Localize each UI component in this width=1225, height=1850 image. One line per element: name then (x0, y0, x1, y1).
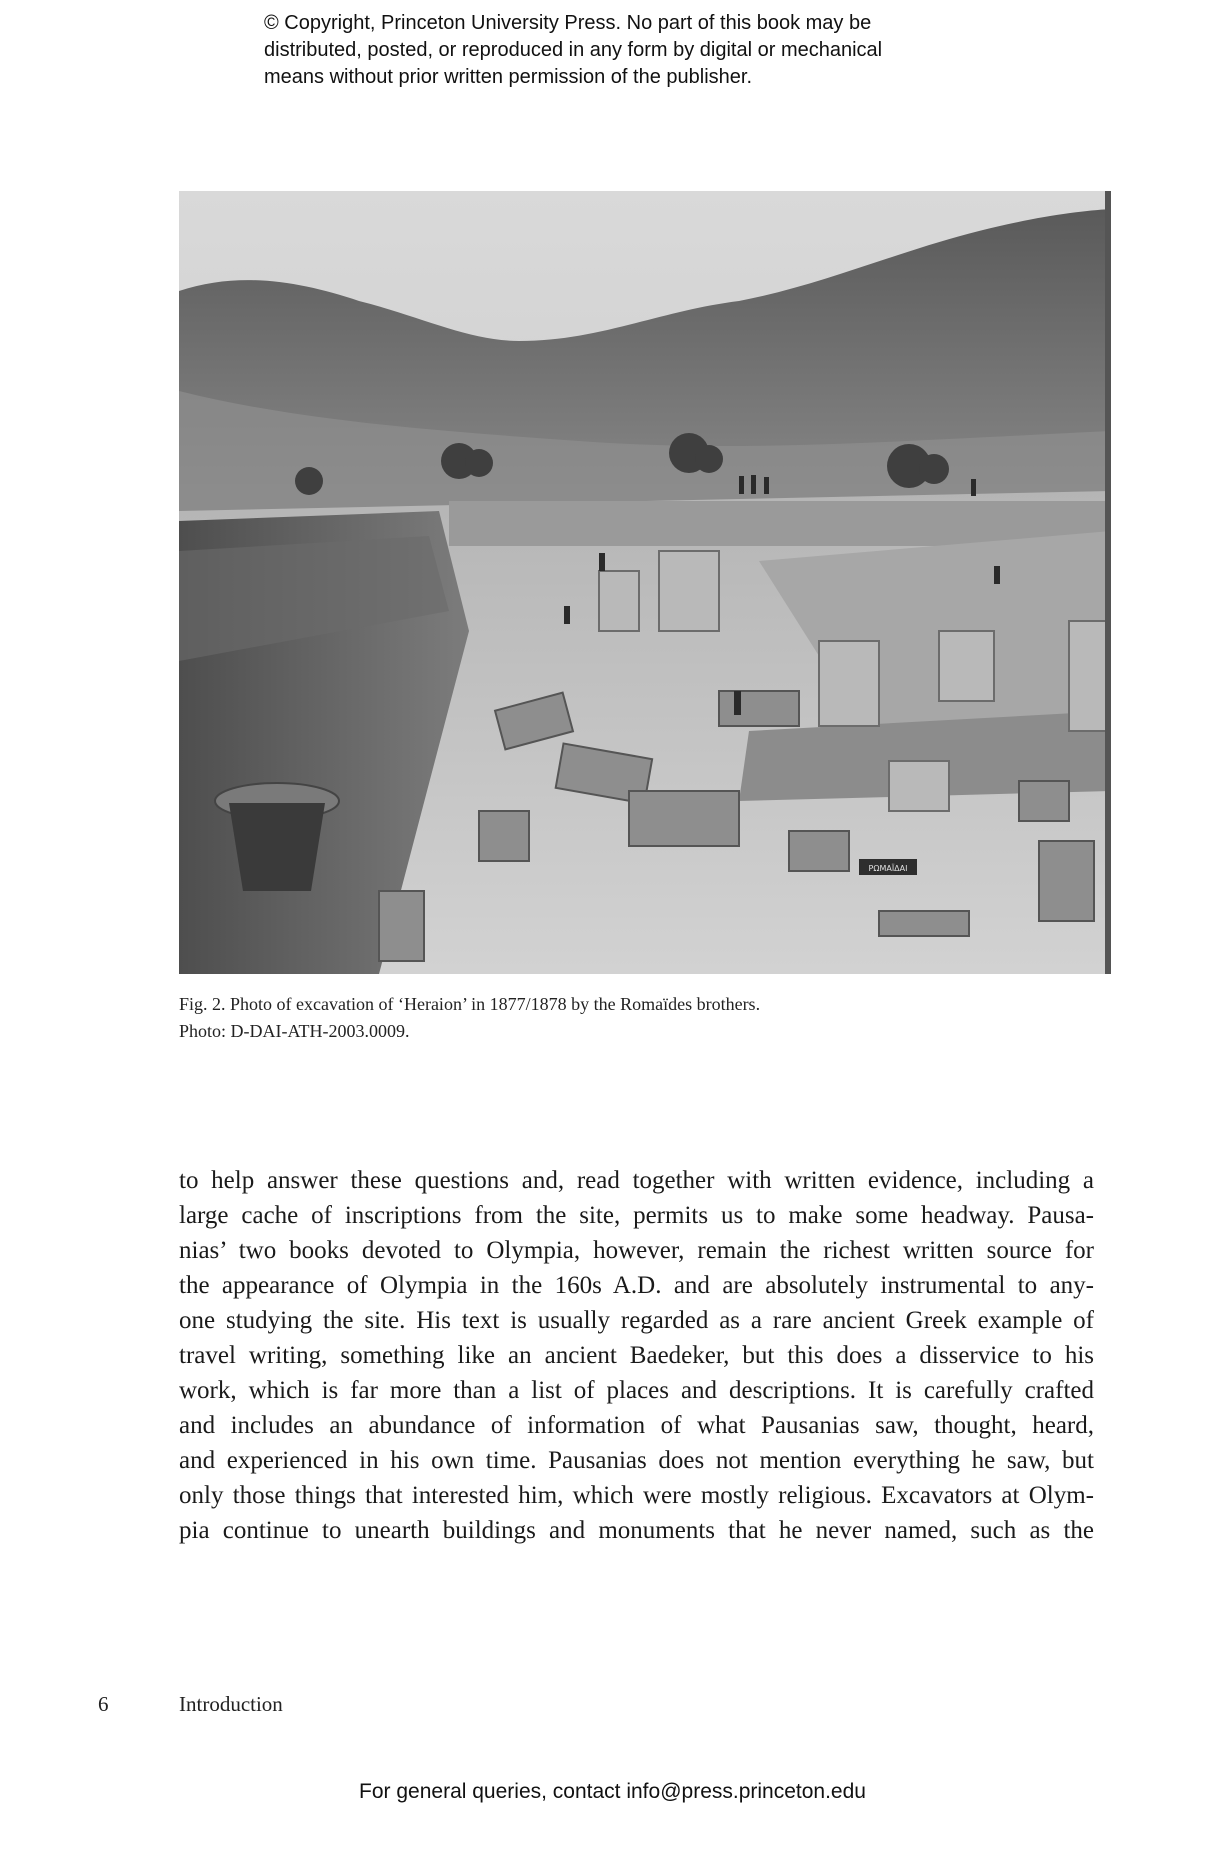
contact-footer: For general queries, contact info@press.princeton.edu (359, 1780, 866, 1803)
body-line: travel writing, something like an ancient Baedeker, but this does a disservice to his (179, 1342, 1094, 1369)
excavation-photo-drawing (179, 191, 1111, 974)
running-head: Introduction (179, 1692, 283, 1716)
body-paragraph (179, 1163, 1094, 1548)
body-line: one studying the site. His text is usually regarded as a rare ancient Greek example of (179, 1307, 1094, 1334)
body-line: nias’ two books devoted to Olympia, however, remain the richest written source for (179, 1237, 1094, 1264)
copyright-line-3: means without prior written permission of the publisher. (264, 66, 753, 88)
body-line: and experienced in his own time. Pausanias does not mention everything he saw, but (179, 1447, 1094, 1474)
caption-line-1: Fig. 2. Photo of excavation of ‘Heraion’ in 1877/1878 by the Romaïdes brothers. (179, 994, 761, 1014)
body-line: to help answer these questions and, read together with written evidence, including a (179, 1167, 1094, 1194)
copyright-line-2: distributed, posted, or reproduced in any form by digital or mechanical (264, 39, 883, 61)
body-line: only those things that interested him, which were mostly religious. Excavators at Olym- (179, 1482, 1094, 1509)
body-line: work, which is far more than a list of places and descriptions. It is carefully crafted (179, 1377, 1094, 1404)
body-line: pia continue to unearth buildings and monuments that he never named, such as the (179, 1517, 1094, 1544)
page-number: 6 (98, 1692, 109, 1716)
copyright-line-1: © Copyright, Princeton University Press. No part of this book may be (264, 12, 872, 34)
body-line: and includes an abundance of information of what Pausanias saw, thought, heard, (179, 1412, 1094, 1439)
figure-caption (179, 991, 1079, 1045)
back-wall (449, 501, 1111, 546)
body-line: large cache of inscriptions from the site, permits us to make some headway. Pausa- (179, 1202, 1094, 1229)
site-label-text: ΡΩΜΑΪΔΑΙ (868, 864, 908, 873)
stone-basin (229, 803, 325, 891)
excavation-photo (179, 191, 1111, 974)
caption-line-2: Photo: D-DAI-ATH-2003.0009. (179, 1021, 410, 1041)
body-line: the appearance of Olympia in the 160s A.D. and are absolutely instrumental to any- (179, 1272, 1094, 1299)
copyright-notice (264, 10, 1004, 91)
